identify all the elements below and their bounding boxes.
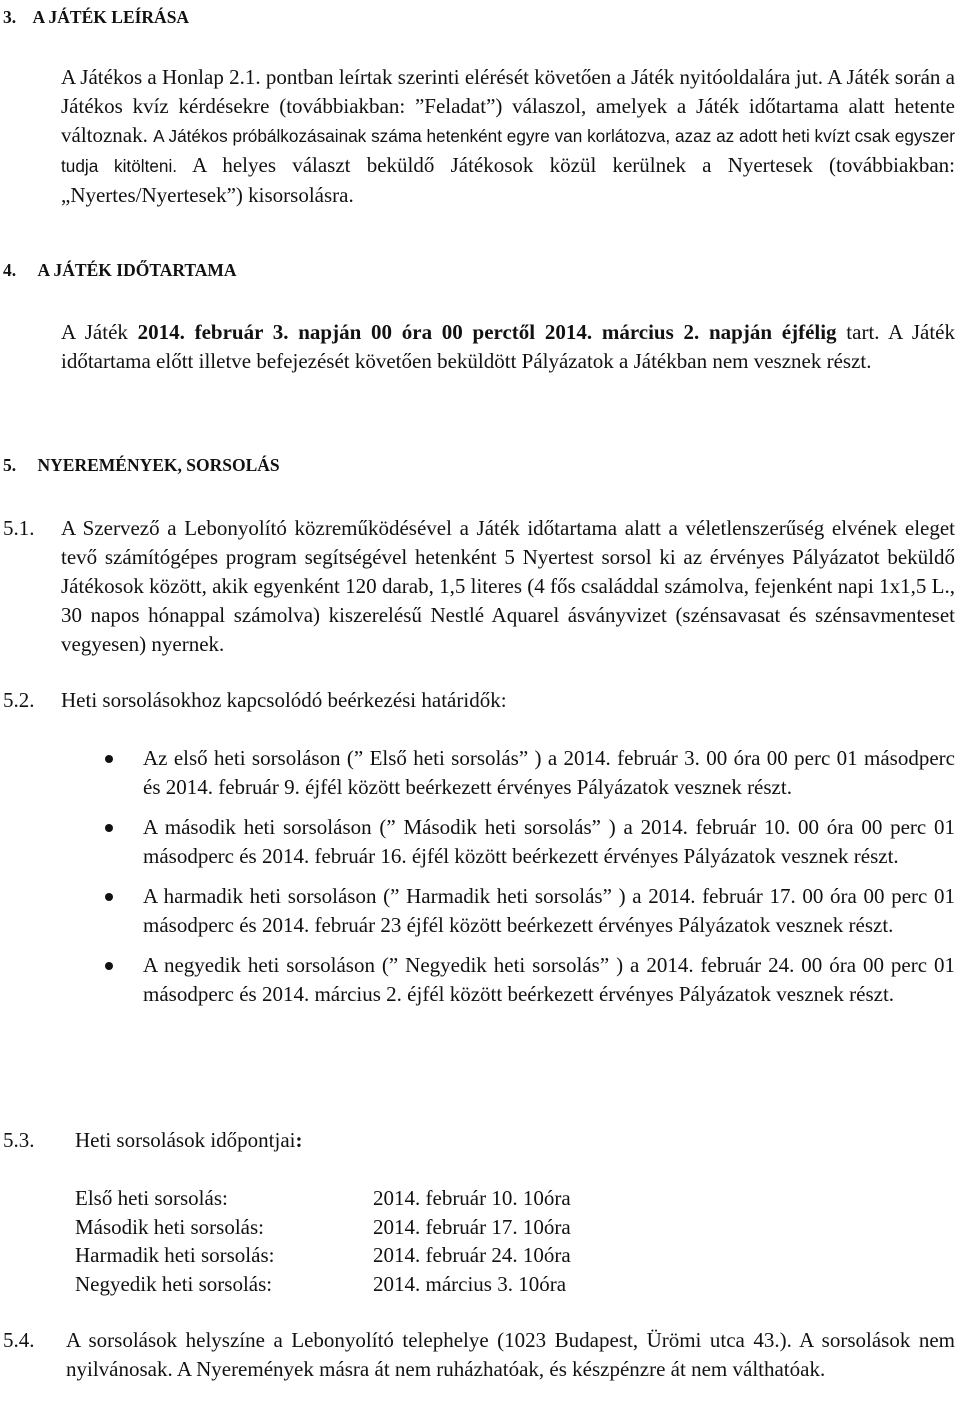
- schedule-date: 2014. február 10. 10óra: [373, 1186, 571, 1210]
- section-3-paragraph: [61, 63, 955, 210]
- schedule-date: 2014. március 3. 10óra: [373, 1272, 567, 1296]
- deadline-week-4: A negyedik heti sorsoláson (” Negyedik heti sorsolás” ) a 2014. február 24. 00 óra 00 perc 01 másodperc és 2014. március 2. éjfél között beérkezett érvényes Pályázatok vesznek részt.: [143, 953, 955, 1006]
- clause-5-3-label: 5.3.: [3, 1128, 35, 1152]
- section-4-period: 2014. február 3. napján 00 óra 00 perctől 2014. március 2. napján éjfélig: [137, 320, 837, 344]
- section-4-title: A JÁTÉK IDŐTARTAMA: [37, 260, 237, 280]
- section-5-number: 5.: [3, 455, 17, 475]
- schedule-date: 2014. február 17. 10óra: [373, 1215, 571, 1239]
- list-item: [143, 951, 955, 1009]
- bullet-icon: [105, 824, 113, 832]
- clause-5-1-text-after: , 30 napos hónappal számolva) kiszerelésű Nestlé Aquarel ásványvizet (szénsavasat és szénsavmenteset vegyesen) nyernek.: [61, 574, 955, 656]
- clause-5-2-title: Heti sorsolásokhoz kapcsolódó beérkezési határidők:: [61, 688, 507, 712]
- schedule-name: Negyedik heti sorsolás:: [75, 1272, 273, 1296]
- clause-5-3-title: [75, 1126, 302, 1155]
- schedule-name: Második heti sorsolás:: [75, 1215, 264, 1239]
- clause-5-3-title-colon: :: [295, 1128, 303, 1152]
- section-4-prefix: A Játék: [61, 320, 128, 344]
- section-3-title: A JÁTÉK LEÍRÁSA: [32, 7, 190, 27]
- schedule-name: Első heti sorsolás:: [75, 1186, 228, 1210]
- schedule-row: [75, 1270, 675, 1299]
- section-3-number: 3.: [3, 7, 17, 27]
- section-4-suffix: tart. A Játék időtartama előtt illetve befejezését követően beküldött Pályázatok a Játékban nem vesznek részt.: [61, 320, 955, 373]
- clause-5-1-label: 5.1.: [3, 516, 35, 540]
- bullet-icon: [105, 962, 113, 970]
- section-4-heading: [3, 259, 237, 281]
- schedule-row: [75, 1213, 675, 1242]
- section-3-heading: [3, 6, 189, 28]
- schedule-row: [75, 1241, 675, 1270]
- section-3-text-3: A helyes választ beküldő Játékosok közül kerülnek a Nyertesek (továbbiakban: „Nyertes/Nyertesek”) kisorsolásra.: [61, 153, 955, 207]
- deadline-week-3: A harmadik heti sorsoláson (” Harmadik heti sorsolás” ) a 2014. február 17. 00 óra 00 perc 01 másodperc és 2014. február 23 éjfél között beérkezett érvényes Pályázatok vesznek részt.: [143, 884, 955, 937]
- clause-5-3-title-text: Heti sorsolások időpontjai: [75, 1128, 296, 1152]
- list-item: [143, 744, 955, 802]
- bullet-icon: [105, 755, 113, 763]
- clause-5-4-text: A sorsolások helyszíne a Lebonyolító telephelye (1023 Budapest, Ürömi utca 43.). A sorsolások nem nyilvánosak. A Nyeremények másra át nem ruházhatóak, és készpénzre át nem válthatóak.: [66, 1328, 955, 1381]
- section-4-paragraph: [61, 318, 955, 376]
- deadline-week-1: Az első heti sorsoláson (” Első heti sorsolás” ) a 2014. február 3. 00 óra 00 perc 01 másodperc és 2014. február 9. éjfél között beérkezett érvényes Pályázatok vesznek részt.: [143, 746, 955, 799]
- section-3-text-2: A Játékos próbálkozásainak száma hetenként egyre van korlátozva, azaz az adott heti kvízt csak egyszer tudja kitölteni.: [61, 126, 956, 176]
- section-4-number: 4.: [3, 260, 17, 280]
- clause-5-2-label: 5.2.: [3, 688, 35, 712]
- section-5-heading: [3, 454, 280, 476]
- section-5-title: NYEREMÉNYEK, SORSOLÁS: [37, 455, 280, 475]
- clause-5-1-text: [61, 514, 955, 659]
- schedule-date: 2014. február 24. 10óra: [373, 1243, 571, 1267]
- section-3-text-1: A Játékos a Honlap 2.1. pontban leírtak szerinti elérését követően a Játék nyitóoldalára jut. A Játék során a Játékos kvíz kérdésekre (továbbiakban: ”Feladat”) válaszol, amelyek a Játék időtartama alatt hetente változnak.: [61, 65, 955, 147]
- schedule-row: [75, 1184, 675, 1213]
- clause-5-4-label: 5.4.: [3, 1328, 35, 1352]
- deadline-week-2: A második heti sorsoláson (” Második heti sorsolás” ) a 2014. február 10. 00 óra 00 perc 01 másodperc és 2014. február 16. éjfél között beérkezett érvényes Pályázatok vesznek részt.: [143, 815, 955, 868]
- schedule-name: Harmadik heti sorsolás:: [75, 1243, 275, 1267]
- list-item: [143, 813, 955, 871]
- bullet-icon: [105, 893, 113, 901]
- clause-5-1-text-before: A Szervező a Lebonyolító közreműködésével a Játék időtartama alatt a véletlenszerűség elvének eleget tevő számítógépes program segítségével hetenként 5 Nyertest sorsol ki az érvényes Pályázatot beküldő Játékosok között, akik egyenként 120 darab, 1,5 literes (4 fős családdal számolva, fejenként napi 1x1,5 L.: [61, 516, 955, 598]
- list-item: [143, 882, 955, 940]
- weekly-deadline-list: [143, 744, 955, 1009]
